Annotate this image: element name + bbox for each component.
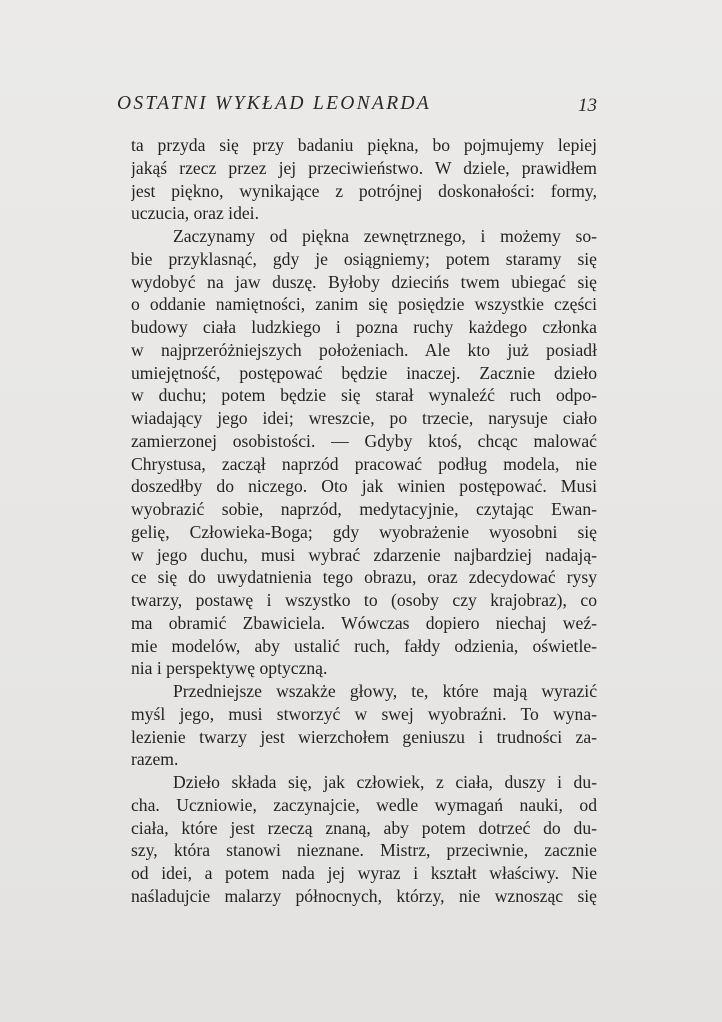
paragraph-start-line: Przedniejsze wszakże głowy, te, które mają wyrazić	[173, 681, 597, 701]
text-line: wiadający jego idei; wreszcie, po trzecie, narysuje ciało	[131, 408, 597, 428]
text-line: w duchu; potem będzie się starał wynaleźć ruch odpo-	[131, 385, 597, 406]
paragraph-start-line: Zaczynamy od piękna zewnętrznego, i możemy so-	[173, 226, 597, 246]
text-line: wydobyć na jaw duszę. Byłoby dziecińs twem ubiegać się	[131, 271, 597, 292]
text-line: cha. Uczniowie, zaczynajcie, wedle wymagań nauki, od	[131, 794, 597, 815]
text-line: ma obramić Zbawiciela. Wówczas dopiero niechaj weź-	[131, 612, 597, 633]
text-line: lezienie twarzy jest wierzchołem geniuszu i trudności za-	[131, 726, 597, 747]
text-line: zamierzonej osobistości. — Gdyby ktoś, chcąc malować	[131, 430, 597, 451]
text-line: ta przyda się przy badaniu piękna, bo pojmujemy lepiej	[131, 135, 597, 155]
text-line: od idei, a potem nada jej wyraz i kształt właściwy. Nie	[131, 863, 597, 883]
running-title: OSTATNI WYKŁAD LEONARDA	[117, 93, 432, 114]
text-line: razem.	[131, 749, 179, 770]
text-line: uczucia, oraz idei.	[131, 203, 259, 224]
text-line: myśl jego, musi stworzyć w swej wyobraźni. To wyna-	[131, 703, 597, 724]
text-line: nia i perspektywę optyczną.	[131, 658, 328, 679]
text-line: bie przyklasnąć, gdy je osiągniemy; potem staramy się	[131, 248, 597, 269]
running-head	[117, 93, 597, 123]
page-number: 13	[578, 95, 597, 116]
text-line: jakąś rzecz przez jej przeciwieństwo. W dziele, prawidłem	[131, 157, 597, 178]
text-line: w jego duchu, musi wybrać zdarzenie najbardziej nadają-	[131, 544, 597, 565]
text-line: twarzy, postawę i wszystko to (osoby czy krajobraz), co	[131, 590, 597, 610]
text-line: budowy ciała ludzkiego i pozna ruchy każdego członka	[131, 317, 597, 337]
text-line: naśladujcie malarzy północnych, którzy, nie wznosząc się	[131, 885, 597, 906]
paragraph-start-line: Dzieło składa się, jak człowiek, z ciała, duszy i du-	[173, 772, 597, 792]
body-text	[131, 134, 597, 908]
text-line: w najprzeróżniejszych położeniach. Ale kto już posiadł	[131, 339, 597, 360]
text-line: o oddanie namiętności, zanim się posiędzie wszystkie części	[131, 294, 597, 315]
text-line: doszedłby do niczego. Oto jak winien postępować. Musi	[131, 476, 597, 497]
text-line: mie modelów, aby ustalić ruch, fałdy odzienia, oświetle-	[131, 635, 597, 656]
text-line: ciała, które jest rzeczą znaną, aby potem dotrzeć do du-	[131, 817, 597, 838]
text-line: jest piękno, wynikające z potrójnej doskonałości: formy,	[131, 180, 597, 201]
text-line: ce się do uwydatnienia tego obrazu, oraz zdecydować rysy	[131, 567, 597, 588]
text-line: Chrystusa, zaczął naprzód pracować podług modela, nie	[131, 453, 597, 474]
text-line: wyobrazić sobie, naprzód, medytacyjnie, czytając Ewan-	[131, 499, 597, 519]
text-line: szy, która stanowi nieznane. Mistrz, przeciwnie, zacznie	[131, 840, 597, 861]
text-line: umiejętność, postępować będzie inaczej. Zacznie dzieło	[131, 362, 597, 383]
text-line: gelię, Człowieka-Boga; gdy wyobrażenie wyosobni się	[131, 521, 597, 542]
